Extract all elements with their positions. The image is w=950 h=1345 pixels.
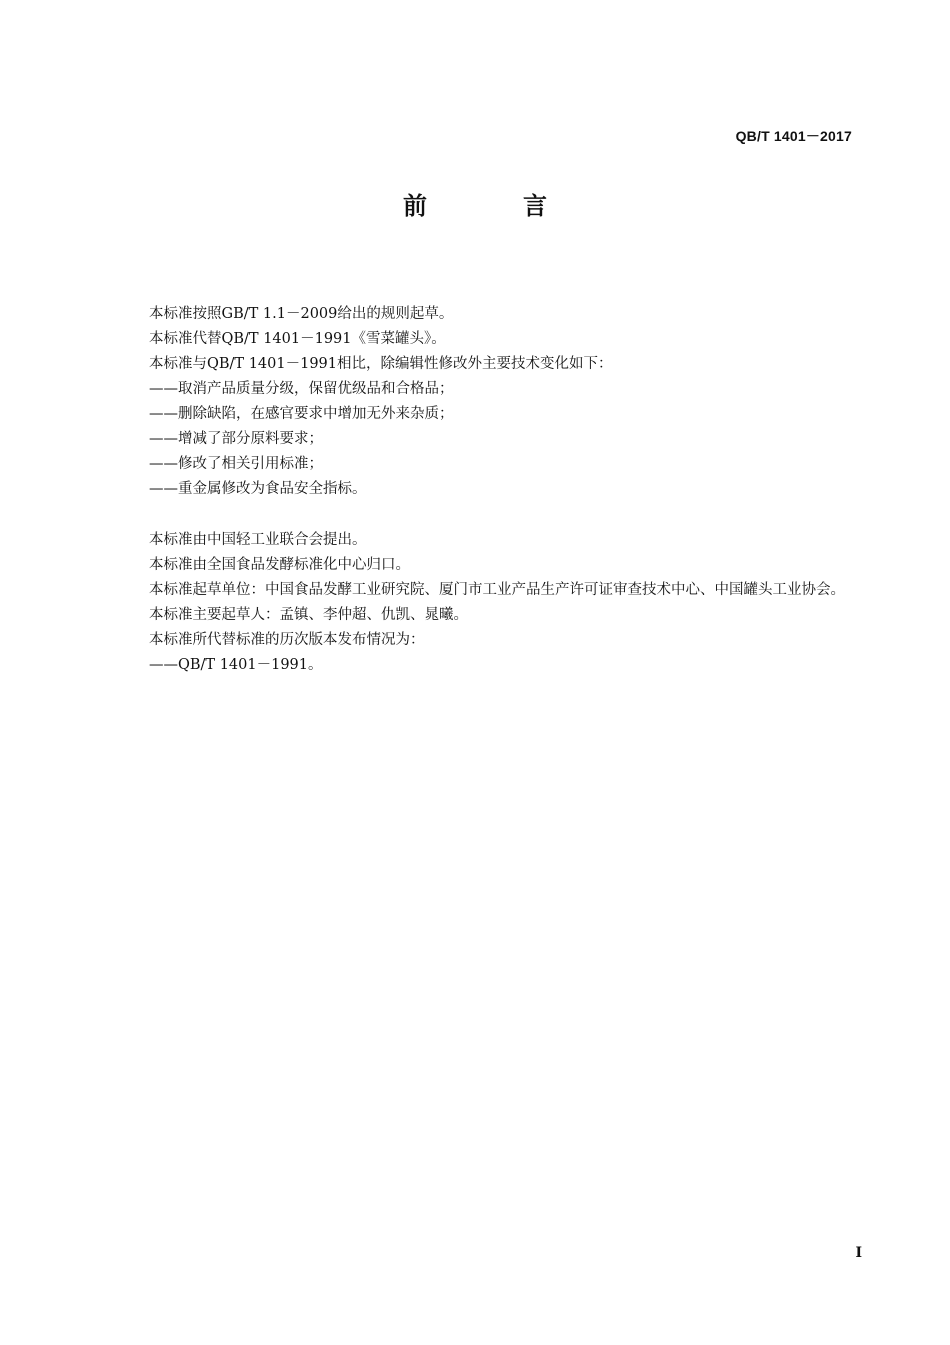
document-body [116, 302, 872, 678]
list-item: ——QB/T 1401－1991。 [149, 657, 323, 673]
document-code: QB/T 1401－2017 [735, 128, 852, 144]
page-number: I [855, 1245, 862, 1261]
paragraph-replaces: 本标准代替QB/T 1401－1991《雪菜罐头》。 [149, 331, 446, 347]
previous-versions-list [116, 653, 872, 678]
changes-list [116, 377, 872, 502]
paragraph-version-history: 本标准所代替标准的历次版本发布情况为： [149, 632, 425, 648]
paragraph-drafting-rules: 本标准按照GB/T 1.1－2009给出的规则起草。 [149, 306, 454, 322]
section-gap [116, 502, 872, 528]
list-item: ——取消产品质量分级，保留优级品和合格品； [149, 381, 454, 397]
paragraph-proposed-by: 本标准由中国轻工业联合会提出。 [149, 532, 367, 548]
paragraph-centralized-by: 本标准由全国食品发酵标准化中心归口。 [149, 557, 410, 573]
list-item: ——删除缺陷，在感官要求中增加无外来杂质； [149, 406, 454, 422]
paragraph-drafting-units: 本标准起草单位：中国食品发酵工业研究院、厦门市工业产品生产许可证审查技术中心、中国罐头工业协会。 [149, 582, 845, 598]
list-item: ——修改了相关引用标准； [149, 456, 323, 472]
paragraph-drafters: 本标准主要起草人：孟镇、李仲超、仇凯、晁曦。 [149, 607, 468, 623]
list-item: ——重金属修改为食品安全指标。 [149, 481, 367, 497]
list-item: ——增减了部分原料要求； [149, 431, 323, 447]
page-title: 前 言 [403, 192, 583, 220]
paragraph-changes-intro: 本标准与QB/T 1401－1991相比，除编辑性修改外主要技术变化如下： [149, 356, 613, 372]
